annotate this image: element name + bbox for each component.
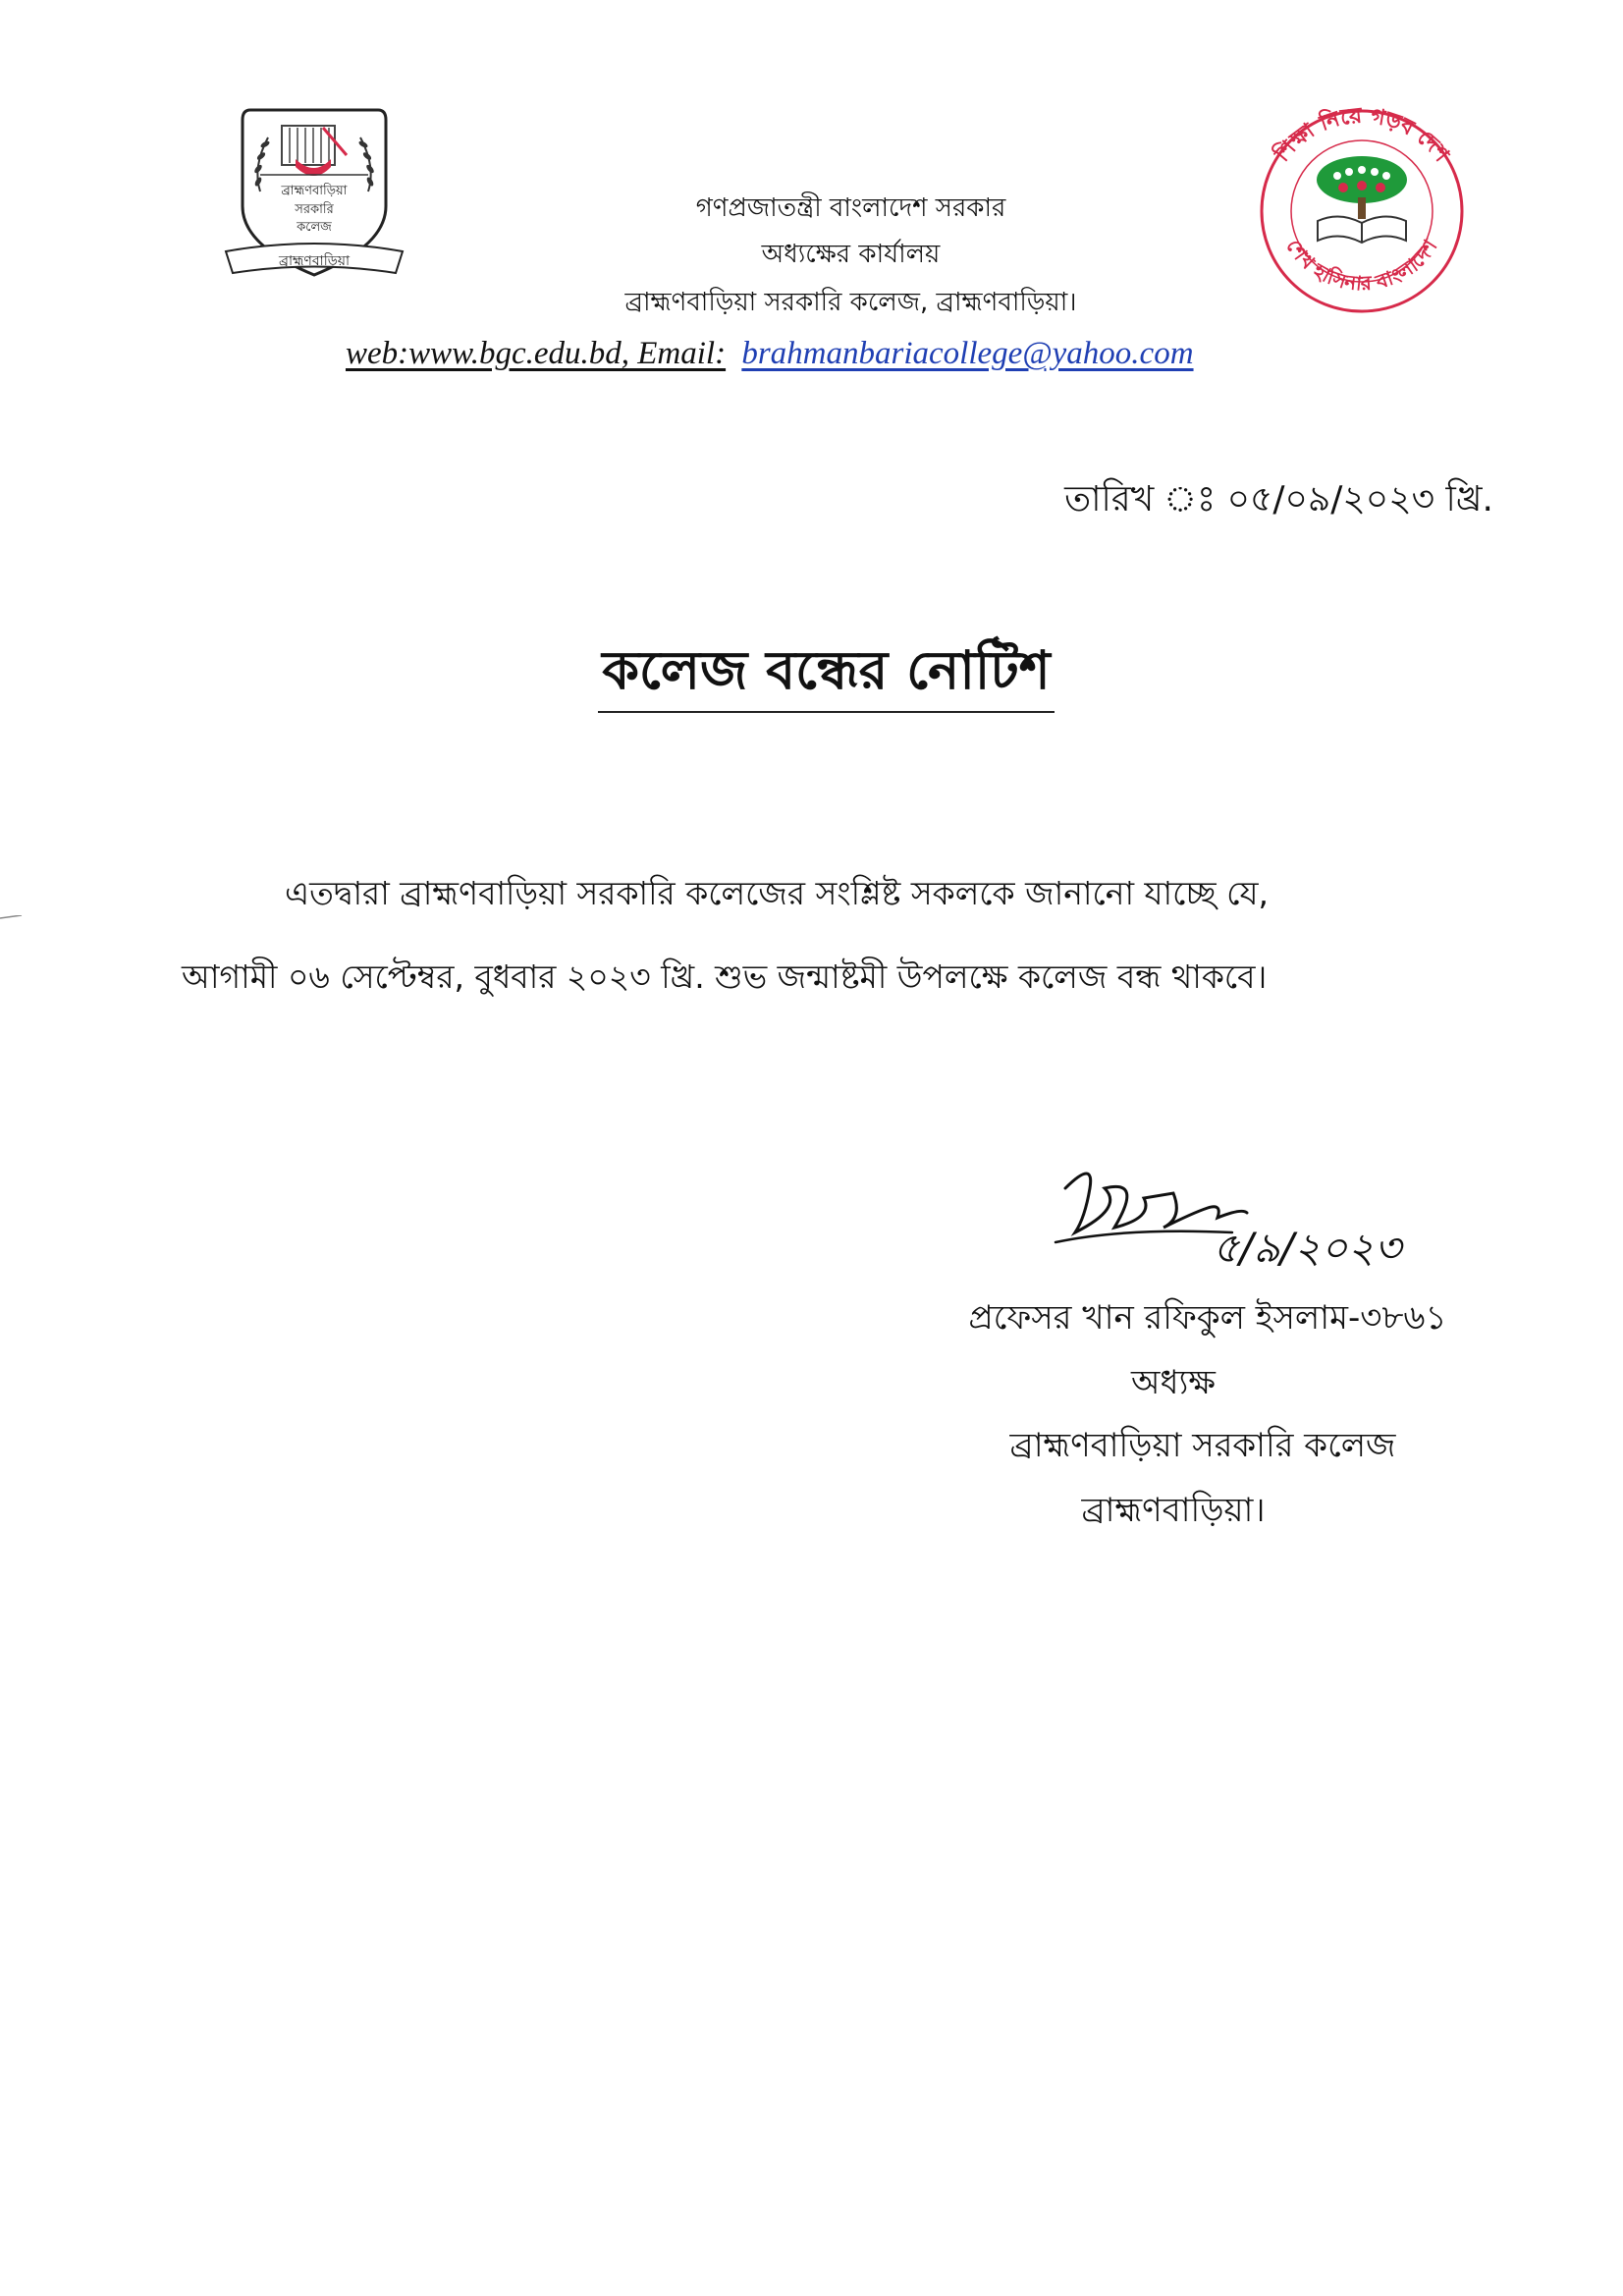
notice-title — [0, 638, 1623, 713]
seal-top-arc-text: শিক্ষা নিয়ে গড়ব দেশ — [1270, 103, 1454, 167]
scan-edge-mark — [0, 915, 24, 919]
signatory-place: ব্রাহ্মণবাড়িয়া। — [1081, 1491, 1266, 1530]
signatory-institution: ব্রাহ্মণবাড়িয়া সরকারি কলেজ — [1009, 1426, 1396, 1465]
notice-date: তারিখ ঃ ০৫/০৯/২০২৩ খ্রি. — [1064, 479, 1493, 519]
website-label: web:www.bgc.edu.bd, Email: — [346, 336, 727, 371]
handwritten-signature — [1036, 1149, 1488, 1286]
logo-left-banner: ব্রাহ্মণবাড়িয়া — [278, 253, 351, 269]
logo-left-text-top: ব্রাহ্মণবাড়িয়া — [281, 184, 348, 198]
signatory-title: অধ্যক্ষ — [1131, 1363, 1216, 1402]
signature-date: ৫/৯/২০২৩ — [1213, 1224, 1402, 1272]
email-link[interactable]: brahmanbariacollege@yahoo.com — [741, 336, 1194, 371]
notice-body-line-1: এতদ্বারা ব্রাহ্মণবাড়িয়া সরকারি কলেজের সংশ্লিষ্ট সকলকে জানানো যাচ্ছে যে, — [285, 874, 1269, 912]
contact-line — [346, 334, 1194, 373]
header-government: গণপ্রজাতন্ত্রী বাংলাদেশ সরকার — [695, 193, 1006, 223]
seal-bottom-arc-text: শেখ হাসিনার বাংলাদেশ — [1281, 234, 1442, 296]
header-office: অধ্যক্ষের কার্যালয় — [761, 240, 941, 269]
logo-left-text-mid: সরকারি — [295, 202, 334, 217]
logo-left-text-bottom: কলেজ — [297, 220, 332, 235]
signatory-name: প্রফেসর খান রফিকুল ইসলাম-৩৮৬১ — [968, 1298, 1447, 1338]
notice-body-line-2: আগামী ০৬ সেপ্টেম্বর, বুধবার ২০২৩ খ্রি. শুভ জন্মাষ্টমী উপলক্ষে কলেজ বন্ধ থাকবে। — [182, 957, 1268, 996]
notice-title-text: কলেজ বন্ধের নোটিশ — [598, 638, 1054, 713]
header-college: ব্রাহ্মণবাড়িয়া সরকারি কলেজ, ব্রাহ্মণবাড়িয়া। — [624, 288, 1077, 317]
